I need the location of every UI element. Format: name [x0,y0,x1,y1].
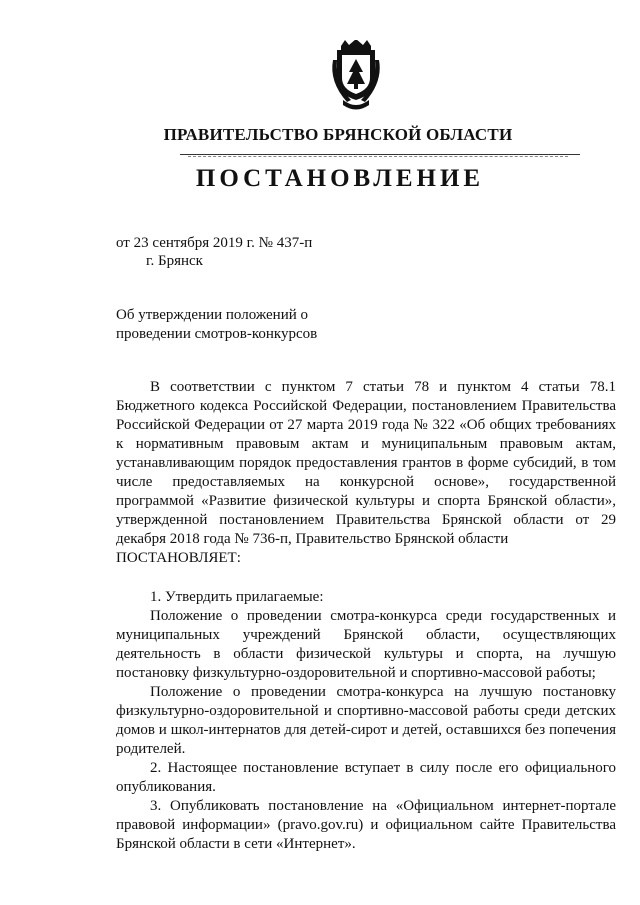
header-divider [180,154,580,155]
document-body [116,378,616,854]
city: г. Брянск [146,253,203,269]
item-1a-paragraph: Положение о проведении смотра-конкурса среди государственных и муниципальных учреждений Брянской области, осуществляющих деятельность в области физической культуры и спорта, на лучшую постановку физкультурно-оздоровительной и спортивно-массовой работы; [116,608,616,681]
item-1b-paragraph: Положение о проведении смотра-конкурса на лучшую постановку физкультурно-оздоровительной и спортивно-массовой работы среди детских домов и школ-интернатов для детей-сирот и детей, оставшихся без попечения родителей. [116,684,616,757]
organization-name: ПРАВИТЕЛЬСТВО БРЯНСКОЙ ОБЛАСТИ [163,125,513,144]
header-divider-secondary [188,156,568,157]
document-subject: Об утверждении положений о проведении смотров-конкурсов [116,307,318,342]
document-meta [116,234,312,270]
item-2-paragraph: 2. Настоящее постановление вступает в силу после его официального опубликования. [116,760,616,795]
item-1-paragraph: 1. Утвердить прилагаемые: [150,589,324,605]
item-3-paragraph: 3. Опубликовать постановление на «Официальном интернет-портале правовой информации» (pravo.gov.ru) и официальном сайте Правительства Брянской области в сети «Интернет». [116,798,616,852]
document-type-title: ПОСТАНОВЛЕНИЕ [195,165,485,192]
coat-of-arms-icon [327,40,385,110]
resolves-heading: ПОСТАНОВЛЯЕТ: [116,550,241,566]
preamble-paragraph: В соответствии с пунктом 7 статьи 78 и пунктом 4 статьи 78.1 Бюджетного кодекса Российской Федерации, постановлением Правительства Российской Федерации от 27 марта 2019 года № 322 «Об общих требованиях к нормативным правовым актам и муниципальным правовым актам, устанавливающим порядок предоставления грантов в форме субсидий, в том числе предоставляемых на конкурсной основе», государственной программой «Развитие физической культуры и спорта Брянской области», утвержденной постановлением Правительства Брянской области от 29 декабря 2018 года № 736-п, Правительство Брянской области [116,379,616,547]
date-number: от 23 сентября 2019 г. № 437-п [116,235,313,251]
